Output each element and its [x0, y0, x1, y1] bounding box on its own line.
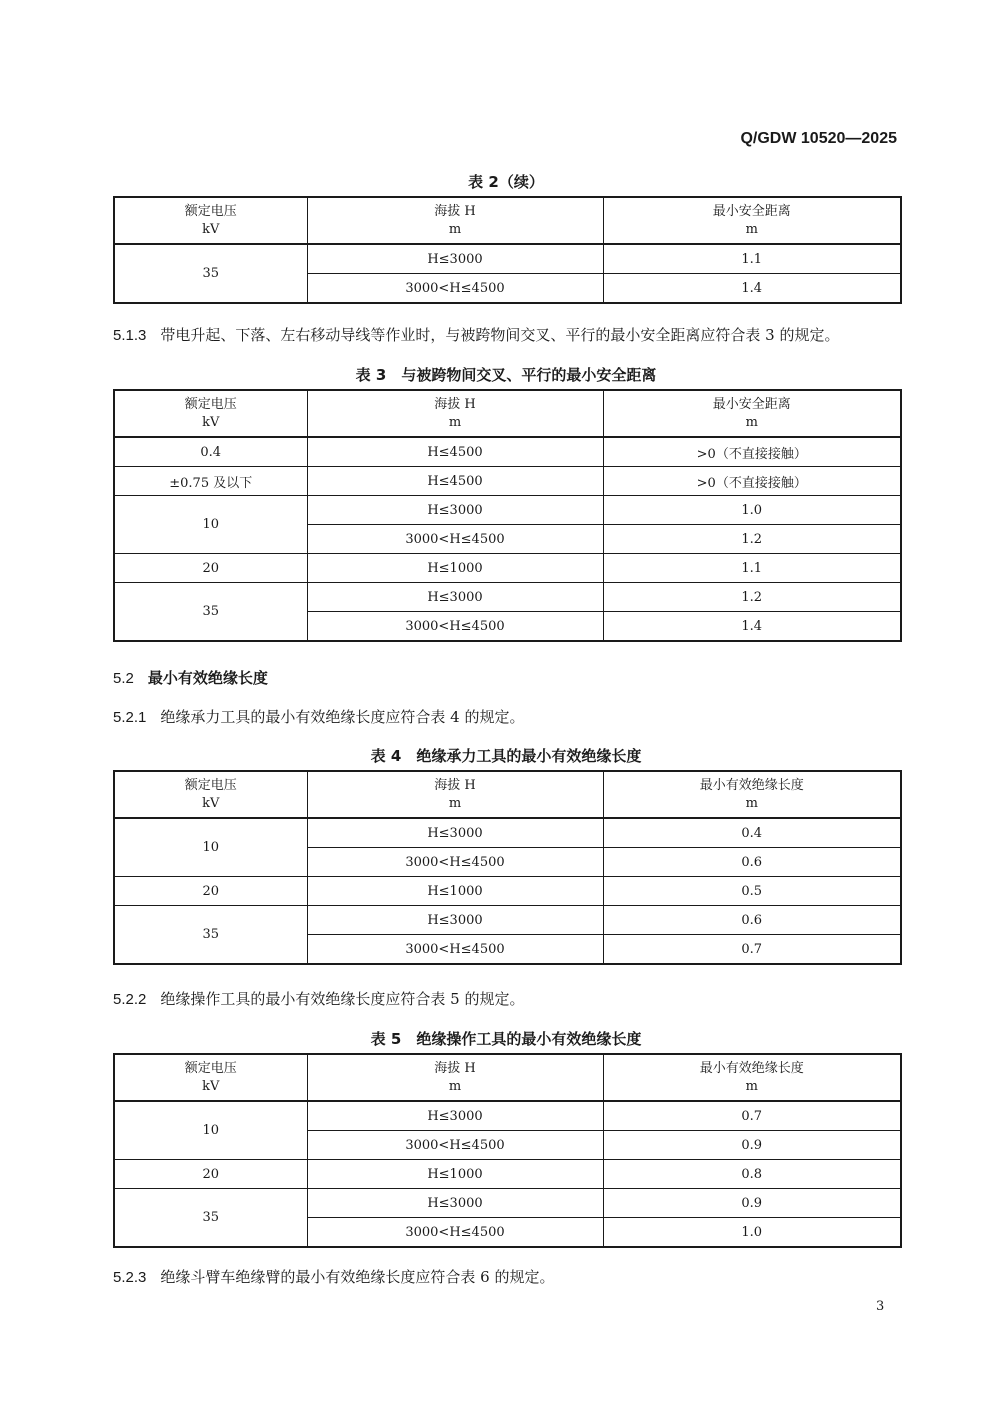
- clause-5-1-3: [113, 324, 839, 345]
- clause-5-2-2: [113, 988, 524, 1009]
- clause-text: 绝缘承力工具的最小有效绝缘长度应符合表 4 的规定。: [160, 708, 525, 726]
- cell-voltage: 20: [114, 877, 307, 906]
- table5-caption: 表 5 绝缘操作工具的最小有效绝缘长度: [370, 1030, 642, 1048]
- table-row: [114, 583, 901, 612]
- cell-voltage: ±0.75 及以下: [114, 467, 307, 496]
- cell-voltage: 35: [114, 906, 307, 965]
- clause-text: 带电升起、下落、左右移动导线等作业时，与被跨物间交叉、平行的最小安全距离应符合表 3 的规定。: [160, 326, 840, 344]
- header-voltage: 额定电压 kV: [114, 390, 307, 437]
- table-row: [114, 877, 901, 906]
- clause-5-2-1: [113, 706, 524, 727]
- table-row: [114, 244, 901, 274]
- cell-altitude: 3000<H≤4500: [307, 1131, 603, 1160]
- cell-value: 1.1: [603, 554, 901, 583]
- table2-caption: 表 2（续）: [468, 173, 544, 191]
- cell-altitude: H≤3000: [307, 1101, 603, 1131]
- section-number: 5.2: [113, 670, 134, 687]
- cell-altitude: H≤3000: [307, 496, 603, 525]
- cell-value: >0（不直接接触）: [603, 437, 901, 467]
- table-header-row: [114, 390, 901, 437]
- cell-value: 0.4: [603, 818, 901, 848]
- header-voltage: 额定电压 kV: [114, 1054, 307, 1101]
- header-altitude: 海拔 H m: [307, 390, 603, 437]
- header-altitude: 海拔 H m: [307, 771, 603, 818]
- cell-value: >0（不直接接触）: [603, 467, 901, 496]
- clause-number: 5.2.1: [113, 709, 147, 726]
- table-row: [114, 1101, 901, 1131]
- clause-5-2-3: [113, 1266, 554, 1287]
- document-code: Q/GDW 10520—2025: [740, 130, 897, 147]
- cell-altitude: H≤1000: [307, 1160, 603, 1189]
- cell-value: 0.9: [603, 1131, 901, 1160]
- cell-value: 0.9: [603, 1189, 901, 1218]
- cell-value: 0.6: [603, 906, 901, 935]
- header-altitude: 海拔 H m: [307, 1054, 603, 1101]
- cell-value: 1.4: [603, 274, 901, 304]
- cell-altitude: H≤4500: [307, 437, 603, 467]
- cell-altitude: H≤1000: [307, 877, 603, 906]
- header-min-insulation: 最小有效绝缘长度 m: [603, 1054, 901, 1101]
- table3-caption: 表 3 与被跨物间交叉、平行的最小安全距离: [355, 366, 657, 384]
- table5: [113, 1053, 902, 1248]
- cell-value: 0.6: [603, 848, 901, 877]
- cell-voltage: 35: [114, 244, 307, 303]
- table-row: [114, 554, 901, 583]
- table-header-row: [114, 771, 901, 818]
- cell-value: 1.0: [603, 496, 901, 525]
- cell-value: 0.5: [603, 877, 901, 906]
- cell-voltage: 0.4: [114, 437, 307, 467]
- cell-voltage: 10: [114, 1101, 307, 1160]
- section-5-2-heading: [113, 667, 268, 688]
- table-row: [114, 1189, 901, 1218]
- cell-value: 1.2: [603, 525, 901, 554]
- cell-value: 0.7: [603, 935, 901, 965]
- header-voltage: 额定电压 kV: [114, 197, 307, 244]
- cell-altitude: H≤1000: [307, 554, 603, 583]
- table-header-row: [114, 197, 901, 244]
- table-row: [114, 437, 901, 467]
- cell-altitude: 3000<H≤4500: [307, 935, 603, 965]
- table-row: [114, 1160, 901, 1189]
- cell-altitude: H≤3000: [307, 906, 603, 935]
- clause-text: 绝缘斗臂车绝缘臂的最小有效绝缘长度应符合表 6 的规定。: [160, 1268, 555, 1286]
- cell-altitude: 3000<H≤4500: [307, 848, 603, 877]
- table-row: [114, 467, 901, 496]
- cell-altitude: H≤3000: [307, 244, 603, 274]
- table4-caption: 表 4 绝缘承力工具的最小有效绝缘长度: [370, 747, 642, 765]
- header-voltage: 额定电压 kV: [114, 771, 307, 818]
- cell-value: 1.0: [603, 1218, 901, 1248]
- cell-voltage: 35: [114, 583, 307, 642]
- clause-number: 5.1.3: [113, 327, 147, 344]
- cell-value: 1.1: [603, 244, 901, 274]
- table4: [113, 770, 902, 965]
- cell-altitude: 3000<H≤4500: [307, 274, 603, 304]
- clause-number: 5.2.2: [113, 991, 147, 1008]
- clause-number: 5.2.3: [113, 1269, 147, 1286]
- cell-voltage: 10: [114, 818, 307, 877]
- table-row: [114, 906, 901, 935]
- table-row: [114, 818, 901, 848]
- cell-voltage: 10: [114, 496, 307, 554]
- cell-altitude: 3000<H≤4500: [307, 612, 603, 642]
- cell-value: 1.4: [603, 612, 901, 642]
- cell-altitude: H≤3000: [307, 818, 603, 848]
- table3: [113, 389, 902, 642]
- section-title: 最小有效绝缘长度: [147, 669, 268, 687]
- table-row: [114, 496, 901, 525]
- table2: [113, 196, 902, 304]
- clause-text: 绝缘操作工具的最小有效绝缘长度应符合表 5 的规定。: [160, 990, 525, 1008]
- cell-value: 0.7: [603, 1101, 901, 1131]
- header-min-safe: 最小安全距离 m: [603, 197, 901, 244]
- cell-value: 0.8: [603, 1160, 901, 1189]
- header-altitude: 海拔 H m: [307, 197, 603, 244]
- cell-altitude: H≤3000: [307, 583, 603, 612]
- page-number: 3: [876, 1299, 885, 1314]
- cell-voltage: 20: [114, 554, 307, 583]
- cell-value: 1.2: [603, 583, 901, 612]
- cell-altitude: 3000<H≤4500: [307, 525, 603, 554]
- cell-voltage: 35: [114, 1189, 307, 1248]
- cell-altitude: H≤4500: [307, 467, 603, 496]
- cell-altitude: 3000<H≤4500: [307, 1218, 603, 1248]
- cell-voltage: 20: [114, 1160, 307, 1189]
- cell-altitude: H≤3000: [307, 1189, 603, 1218]
- header-min-safe: 最小安全距离 m: [603, 390, 901, 437]
- header-min-insulation: 最小有效绝缘长度 m: [603, 771, 901, 818]
- table-header-row: [114, 1054, 901, 1101]
